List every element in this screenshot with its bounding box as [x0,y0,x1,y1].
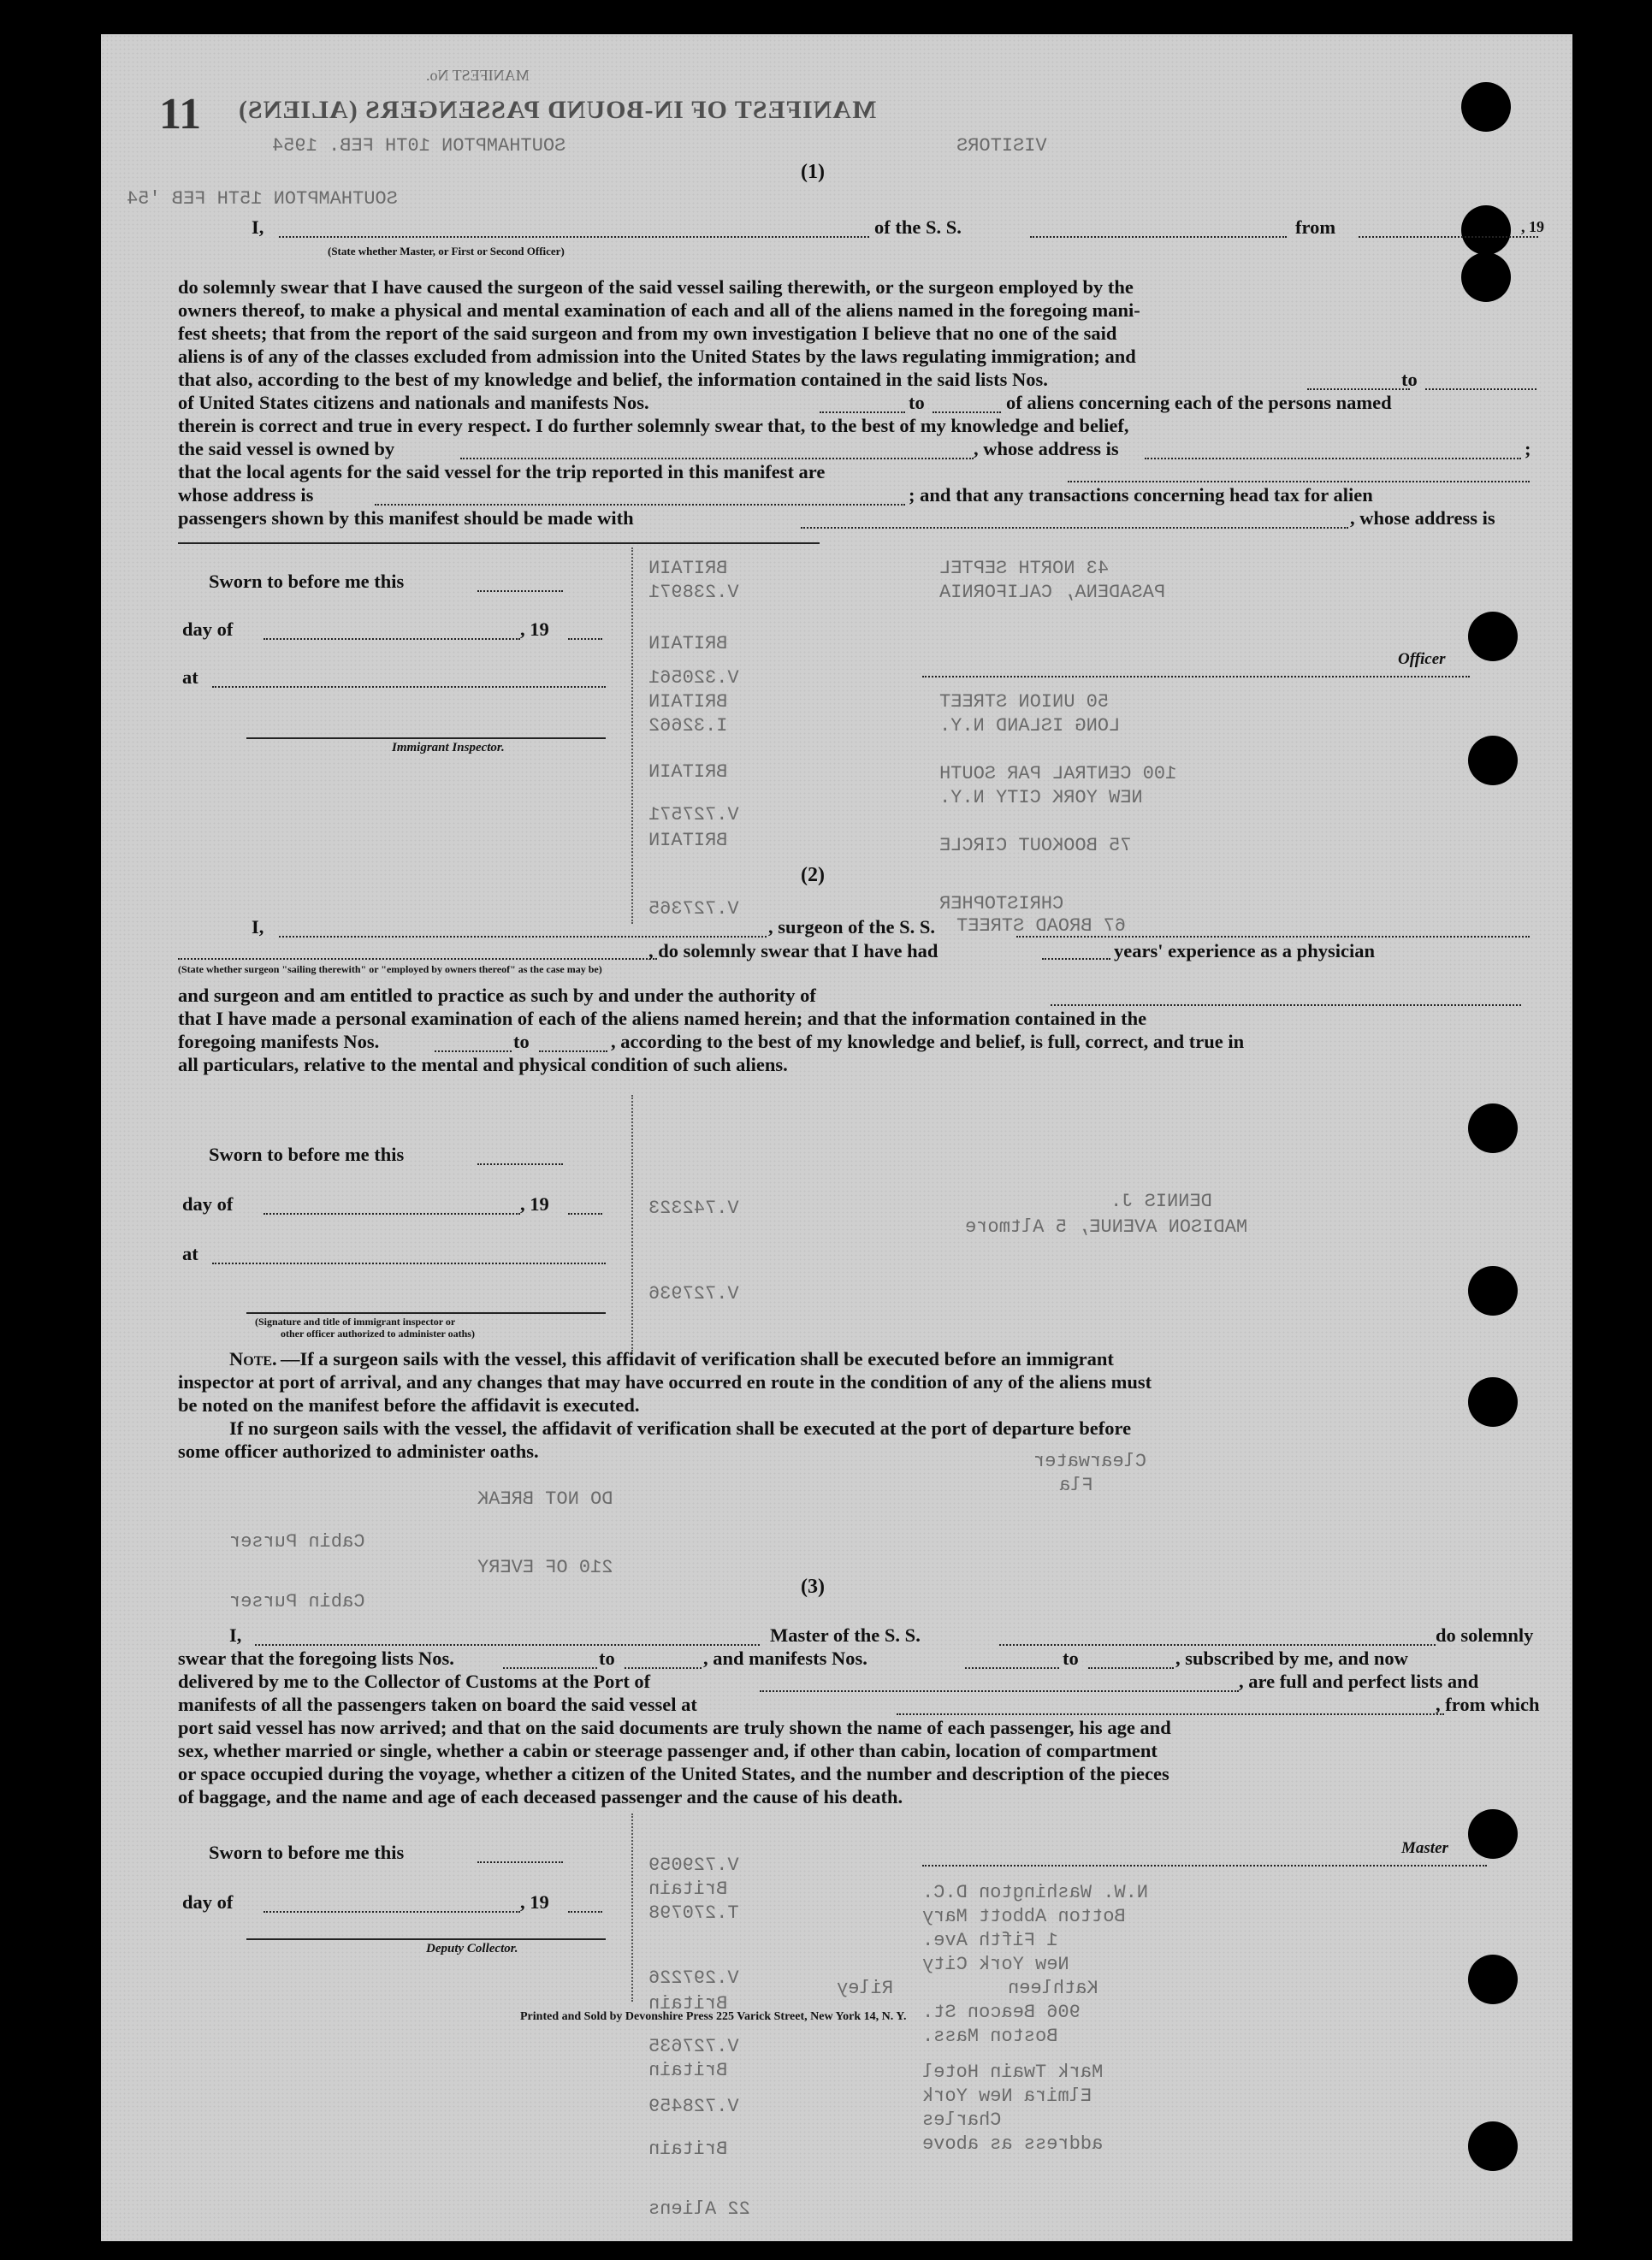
form-title: MANIFEST OF IN-BOUND PASSENGERS (ALIENS) [238,96,877,124]
bleed-through-text: V.728459 [648,2096,739,2117]
bleed-through-text: BRITAIN [648,830,728,851]
section2-to: to [513,1031,530,1052]
section1-lists-from[interactable] [1307,388,1410,390]
section3-day-of: day of [182,1891,234,1913]
section3-subscribed: , subscribed by me, and now [1175,1648,1408,1669]
section1-officer-sig[interactable] [922,676,1470,677]
section3-lists-from[interactable] [503,1667,597,1669]
section2-para: all particulars, relative to the mental and physical condition of such aliens. [178,1054,788,1075]
section1-owner-address-field[interactable] [1145,458,1521,459]
section3-lists-to[interactable] [625,1667,702,1669]
note-text: If no surgeon sails with the vessel, the affidavit of verification shall be executed at the port of departure before [229,1417,1132,1439]
section1-para: therein is correct and true in every respect. I do further solemnly swear that, to the best of my knowledge and belief, [178,415,1129,436]
bleed-through-text: PASADENA, CALIFORNIA [939,582,1166,603]
section2-at-field[interactable] [212,1263,606,1264]
section3-solemnly: do solemnly [1436,1624,1534,1646]
section2-at: at [182,1243,198,1264]
section3-i: I, [229,1624,242,1646]
note-label: Note. [229,1348,277,1370]
bleed-through-text: Mark Twain Hotel [922,2062,1104,2083]
note-text: inspector at port of arrival, and any changes that may have occurred en route in the condition of any of the aliens must [178,1371,1152,1393]
column-divider [631,1813,633,2002]
bleed-through-text: V.727936 [648,1283,739,1305]
section3-para: sex, whether married or single, whether a cabin or steerage passenger and, if other than cabin, location of compartment [178,1740,1158,1761]
section2-sig-caption: (Signature and title of immigrant inspector or [255,1316,456,1328]
manifest-number-label: MANIFEST No. [426,67,530,84]
section3-para: or space occupied during the voyage, whether a citizen of the United States, and the number and description of the pieces [178,1763,1169,1784]
bleed-through-text: Elmira New York [922,2085,1092,2107]
section2-surgeon-field[interactable] [279,936,767,938]
section2-para: foregoing manifests Nos. [178,1031,380,1052]
section3-para: port said vessel has now arrived; and that on the said documents are truly shown the name of each passenger, his age and [178,1717,1171,1738]
section1-headtax-field[interactable] [801,527,1348,529]
bleed-through-text: V.742323 [648,1198,739,1219]
section2-sig-caption: other officer authorized to administer oaths) [281,1328,475,1340]
section1-para: owners thereof, to make a physical and mental examination of each and all of the aliens named in the foregoing mani- [178,299,1140,321]
section1-day-of: day of [182,618,234,640]
section3-port-field[interactable] [760,1690,1239,1692]
section1-head-tax: ; and that any transactions concerning head tax for alien [909,484,1373,506]
section3-full-perfect: , are full and perfect lists and [1239,1671,1479,1692]
section2-para: and surgeon and am entitled to practice as such by and under the authority of [178,985,816,1006]
section1-para: that also, according to the best of my knowledge and belief, the information contained in the said lists Nos. [178,369,1048,390]
bleed-through-text: V.729059 [648,1855,739,1876]
section1-year: , 19 [520,618,549,640]
section2-swear: , do solemnly swear that I have had [648,940,939,961]
section3-para: swear that the foregoing lists Nos. [178,1648,454,1669]
section1-at: at [182,666,198,688]
printer-imprint: Printed and Sold by Devonshire Press 225 Varick Street, New York 14, N. Y. [520,2010,907,2023]
section2-authority-field[interactable] [1051,1004,1521,1006]
section2-year-field[interactable] [568,1213,602,1215]
section3-manifests-to[interactable] [1088,1667,1174,1669]
bleed-through-text: I.32662 [648,715,728,737]
bleed-through-text: 50 UNION STREET [939,691,1110,713]
bleed-through-text: Britain [648,1993,728,2014]
section1-whose-address-end: , whose address is [1350,507,1495,529]
bleed-through-text: BRITAIN [648,633,728,654]
section1-para: passengers shown by this manifest should be made with [178,507,634,529]
bleed-through-text: New York City [922,1954,1069,1975]
bleed-through-text: 43 NORTH SEPTEL [939,558,1110,579]
bleed-through-text: SOUTHAMPTON 15TH FEB '54 [127,188,398,210]
bleed-through-text: 22 Aliens [648,2198,750,2220]
section1-agents-address-field[interactable] [375,504,905,506]
section1-address-line [178,542,820,544]
section2-according: , according to the best of my knowledge and belief, is full, correct, and true in [611,1031,1245,1052]
bleed-through-text: MADISON AVENUE, 5 Altmore [965,1216,1248,1238]
bleed-through-text: VISITORS [956,135,1047,157]
section2-manifests-to[interactable] [539,1050,607,1052]
section3-sworn-field[interactable] [477,1861,563,1863]
punch-hole [1468,2121,1518,2171]
section2-caption: (State whether surgeon "sailing therewith" or "employed by owners thereof" as the case may be) [178,963,602,975]
bleed-through-text: V.727365 [648,898,739,920]
punch-hole [1461,205,1511,255]
bleed-through-text: 210 OF EVERY [477,1557,613,1578]
section1-vessel-field[interactable] [1030,236,1287,238]
bleed-through-text: V.320561 [648,667,739,689]
section3-departure-field[interactable] [897,1713,1444,1715]
bleed-through-text: 75 BOOKOUT CIRCLE [939,835,1132,856]
section1-lists-to[interactable] [1425,388,1537,390]
bleed-through-text: Botton Abbott Mary [922,1906,1126,1927]
bleed-through-text: 906 Beacon St. [922,2002,1081,2023]
section2-sig-line [246,1312,606,1314]
section1-para: fest sheets; that from the report of the said surgeon and from my own investigation I believe that no one of the said [178,322,1117,344]
section3-para: manifests of all the passengers taken on board the said vessel at [178,1694,697,1715]
punch-hole [1468,1103,1518,1153]
bleed-through-text: Clearwater [1033,1451,1147,1472]
section3-year: , 19 [520,1891,549,1913]
section1-para: whose address is [178,484,314,506]
bleed-through-text: V.727571 [648,804,739,825]
section2-day-of: day of [182,1193,234,1215]
section1-sworn: Sworn to before me this [209,571,405,592]
bleed-through-text: CHRISTOPHER [939,893,1064,914]
section3-para: of baggage, and the name and age of each deceased passenger and the cause of his death. [178,1786,903,1807]
bleed-through-text: Fla [1059,1475,1093,1496]
section3-master-sig[interactable] [922,1865,1487,1867]
punch-hole [1468,1266,1518,1316]
section1-sworn-field[interactable] [477,590,563,592]
bleed-through-text: Boston Mass. [922,2026,1058,2047]
section1-manifests-to[interactable] [933,411,1001,413]
section1-caption: (State whether Master, or First or Second Officer) [328,245,565,257]
section2-para: that I have made a personal examination of each of the aliens named herein; and that the information contained in the [178,1008,1147,1029]
section1-para: that the local agents for the said vessel for the trip reported in this manifest are [178,461,826,482]
column-divider [631,1095,633,1352]
section2-i: I, [252,916,264,938]
section1-of-aliens: of aliens concerning each of the persons named [1006,392,1392,413]
punch-hole [1461,82,1511,132]
bleed-through-text: 1 Fifth Ave. [922,1930,1058,1951]
section2-experience: years' experience as a physician [1114,940,1375,961]
column-divider [631,547,633,924]
bleed-through-text: Britain [648,1878,728,1900]
section1-owner-field[interactable] [460,458,974,459]
bleed-through-text: 100 CENTRAL PAR SOUTH [939,763,1177,784]
section2-sworn-field[interactable] [477,1163,563,1165]
bleed-through-text: 67 BROAD STREET [956,915,1127,937]
note-text: —If a surgeon sails with the vessel, this affidavit of verification shall be executed before an immigrant [281,1348,1114,1370]
section1-para: do solemnly swear that I have caused the surgeon of the said vessel sailing therewith, or the surgeon employed by the [178,276,1134,298]
section1-to: to [909,392,925,413]
section1-agents-field[interactable] [1068,481,1530,482]
section1-inspector-label: Immigrant Inspector. [392,741,505,754]
punch-hole [1461,252,1511,302]
punch-hole [1468,1955,1518,2004]
section1-from-field[interactable] [1359,236,1538,238]
handwritten-number: 11 [159,90,202,139]
section-number: (1) [801,161,825,183]
section2-status-field[interactable] [178,958,657,960]
bleed-through-text: Riley [837,1978,894,1999]
bleed-through-text: T.270798 [648,1902,739,1924]
bleed-through-text: LONG ISLAND N.Y. [939,715,1121,737]
bleed-through-text: Britain [648,2139,728,2160]
punch-hole [1468,1377,1518,1427]
punch-hole [1468,1809,1518,1859]
section1-to: to [1401,369,1418,390]
section3-para: delivered by me to the Collector of Customs at the Port of [178,1671,651,1692]
section1-officer-field[interactable] [279,236,869,238]
bleed-through-text: BRITAIN [648,761,728,783]
bleed-through-text: address as above [922,2133,1104,2155]
note-text: be noted on the manifest before the affidavit is executed. [178,1394,640,1416]
bleed-through-text: Britain [648,2060,728,2081]
section3-master-label2: Master [1401,1839,1448,1857]
bleed-through-text: Charles [922,2109,1002,2131]
bleed-through-text: DENNIS J. [1110,1191,1212,1212]
section3-master-field[interactable] [255,1644,760,1646]
section1-para: aliens is of any of the classes excluded from admission into the United States by the laws regulating immigration; and [178,346,1136,367]
bleed-through-text: BRITAIN [648,691,728,713]
section3-year-field[interactable] [568,1911,602,1913]
bleed-through-text: DO NOT BREAK [477,1488,613,1510]
section3-and-manifests: , and manifests Nos. [703,1648,867,1669]
section1-from-label: from [1295,216,1336,238]
section1-whose-address: , whose address is [974,438,1119,459]
bleed-through-text: SOUTHAMPTON 10TH FEB. 1954 [272,135,566,157]
section1-manifests-from[interactable] [820,411,905,413]
section-number: (3) [801,1576,825,1598]
section3-to: to [1063,1648,1079,1669]
section2-surgeon-label: , surgeon of the S. S. [768,916,936,938]
section2-sworn: Sworn to before me this [209,1144,405,1165]
section1-semicolon: ; [1525,438,1531,459]
punch-hole [1468,736,1518,785]
bleed-through-text: V.297226 [648,1967,739,1989]
section-number: (2) [801,864,825,886]
section3-to: to [599,1648,615,1669]
section2-years-field[interactable] [1042,958,1110,960]
punch-hole [1468,612,1518,661]
section1-ss-label: of the S. S. [874,216,962,238]
section1-i: I, [252,216,264,238]
section1-para: of United States citizens and nationals and manifests Nos. [178,392,649,413]
bleed-through-text: NEW YORK CITY N.Y. [939,787,1143,808]
bleed-through-text: Cabin Purser [229,1531,365,1553]
section1-officer-label: Officer [1398,650,1446,668]
section3-deputy-sig [246,1938,606,1940]
section1-at-field[interactable] [212,686,606,688]
section1-para: the said vessel is owned by [178,438,395,459]
bleed-through-text: N.W. Washington D.C. [922,1882,1149,1903]
section2-day-field[interactable] [263,1213,520,1215]
section3-sworn: Sworn to before me this [209,1842,405,1863]
section3-day-field[interactable] [263,1911,520,1913]
section1-day-field[interactable] [263,638,520,640]
bleed-through-text: BRITAIN [648,558,728,579]
section1-inspector-sig [246,737,606,739]
bleed-through-text: V.727635 [648,2036,739,2057]
section2-year: , 19 [520,1193,549,1215]
bleed-through-text: Kathleen [1008,1978,1098,1999]
bleed-through-text: Cabin Purser [229,1591,365,1612]
section3-vessel-field[interactable] [999,1644,1436,1646]
section3-deputy-label: Deputy Collector. [426,1942,518,1955]
section3-master-label: Master of the S. S. [770,1624,921,1646]
manifest-page [101,34,1572,2241]
section1-year-label: , 19 [1521,218,1544,235]
note-text: some officer authorized to administer oaths. [178,1441,539,1462]
bleed-through-text: V.238971 [648,582,739,603]
section1-year-field[interactable] [568,638,602,640]
section3-manifests-from[interactable] [965,1667,1059,1669]
section3-from-which: , from which [1436,1694,1540,1715]
section2-manifests-from[interactable] [435,1050,512,1052]
